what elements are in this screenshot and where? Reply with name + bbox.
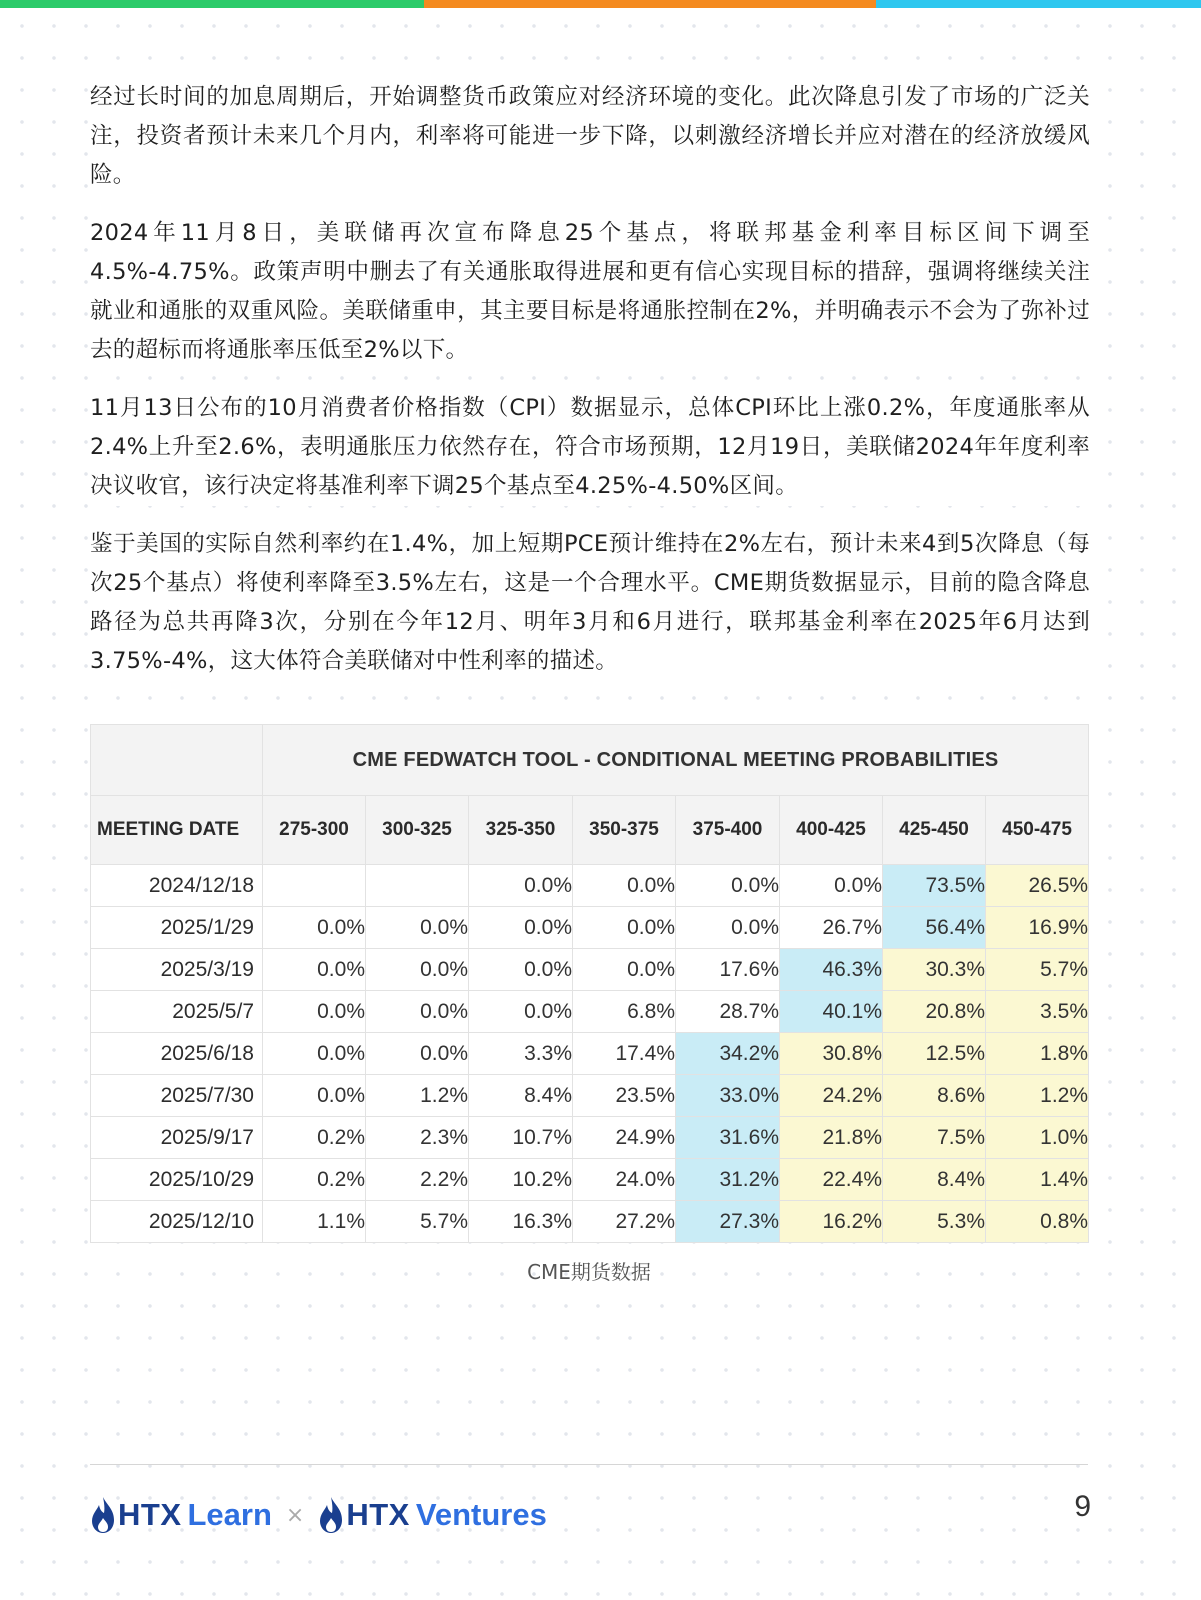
probability-cell: 0.0%: [263, 991, 366, 1033]
probability-cell: 2.2%: [366, 1159, 469, 1201]
probability-cell: 0.2%: [263, 1159, 366, 1201]
top-color-bar: [0, 0, 1201, 8]
probability-cell: 21.8%: [780, 1117, 883, 1159]
rate-range-header: 425-450: [883, 796, 986, 865]
probability-cell: 27.2%: [573, 1201, 676, 1243]
probability-cell: 34.2%: [676, 1033, 780, 1075]
table-row: [91, 991, 1089, 1033]
probability-cell: 24.2%: [780, 1075, 883, 1117]
probability-cell: 0.0%: [366, 1033, 469, 1075]
logo2-brand: HTX: [346, 1497, 410, 1532]
probability-cell: 16.9%: [986, 907, 1089, 949]
top-bar-orange: [424, 0, 876, 8]
probability-cell: 17.6%: [676, 949, 780, 991]
probability-cell: 0.2%: [263, 1117, 366, 1159]
probability-cell: [366, 865, 469, 907]
probability-cell: 5.3%: [883, 1201, 986, 1243]
probability-cell: 0.0%: [366, 991, 469, 1033]
table-row: [91, 907, 1089, 949]
probability-cell: 27.3%: [676, 1201, 780, 1243]
meeting-date-cell: 2024/12/18: [91, 865, 263, 907]
probability-cell: 1.4%: [986, 1159, 1089, 1201]
probability-cell: 17.4%: [573, 1033, 676, 1075]
probability-cell: 0.0%: [573, 865, 676, 907]
fedwatch-table-image: [90, 724, 1088, 1240]
probability-cell: 5.7%: [366, 1201, 469, 1243]
logo1-sub: Learn: [187, 1497, 272, 1532]
probability-cell: 2.3%: [366, 1117, 469, 1159]
probability-cell: 73.5%: [883, 865, 986, 907]
probability-cell: 5.7%: [986, 949, 1089, 991]
table-title: CME FEDWATCH TOOL - CONDITIONAL MEETING PROBABILITIES: [263, 725, 1089, 796]
probability-cell: 0.0%: [263, 1075, 366, 1117]
probability-cell: 3.3%: [469, 1033, 573, 1075]
top-bar-cyan: [876, 0, 1201, 8]
probability-cell: 7.5%: [883, 1117, 986, 1159]
probability-cell: 10.7%: [469, 1117, 573, 1159]
probability-cell: 12.5%: [883, 1033, 986, 1075]
probability-cell: 33.0%: [676, 1075, 780, 1117]
rate-range-header: 400-425: [780, 796, 883, 865]
probability-cell: 0.0%: [366, 907, 469, 949]
probability-cell: 0.0%: [263, 907, 366, 949]
probability-cell: 24.9%: [573, 1117, 676, 1159]
footer-logos: [90, 1490, 547, 1540]
top-bar-green: [0, 0, 424, 8]
rate-range-header: 450-475: [986, 796, 1089, 865]
probability-cell: 16.3%: [469, 1201, 573, 1243]
probability-cell: 0.0%: [469, 865, 573, 907]
probability-cell: 0.0%: [780, 865, 883, 907]
probability-cell: 0.0%: [366, 949, 469, 991]
probability-cell: 0.8%: [986, 1201, 1089, 1243]
probability-cell: 56.4%: [883, 907, 986, 949]
logo-separator: ×: [285, 1502, 305, 1528]
meeting-date-cell: 2025/6/18: [91, 1033, 263, 1075]
table-row: [91, 1117, 1089, 1159]
paragraph-1: 经过长时间的加息周期后，开始调整货币政策应对经济环境的变化。此次降息引发了市场的广泛关注，投资者预计未来几个月内，利率将可能进一步下降，以刺激经济增长并应对潜在的经济放缓风险。: [90, 78, 1090, 195]
probability-cell: 0.0%: [676, 907, 780, 949]
table-row: [91, 1159, 1089, 1201]
rate-range-header: 325-350: [469, 796, 573, 865]
page-number: 9: [1074, 1490, 1091, 1523]
probability-cell: 0.0%: [469, 907, 573, 949]
fedwatch-table: [90, 724, 1089, 1243]
rate-range-header: 375-400: [676, 796, 780, 865]
meeting-date-cell: 2025/9/17: [91, 1117, 263, 1159]
probability-cell: 1.1%: [263, 1201, 366, 1243]
paragraph-2: 2024年11月8日，美联储再次宣布降息25个基点，将联邦基金利率目标区间下调至4.5%-4.75%。政策声明中删去了有关通胀取得进展和更有信心实现目标的措辞，强调将继续关注就业和通胀的双重风险。美联储重申，其主要目标是将通胀控制在2%，并明确表示不会为了弥补过去的超标而将通胀率压低至2%以下。: [90, 214, 1090, 370]
footer-divider: [90, 1464, 1088, 1465]
probability-cell: 46.3%: [780, 949, 883, 991]
meeting-date-cell: 2025/7/30: [91, 1075, 263, 1117]
table-row: [91, 1201, 1089, 1243]
probability-cell: 0.0%: [263, 949, 366, 991]
meeting-date-cell: 2025/1/29: [91, 907, 263, 949]
probability-cell: 1.2%: [366, 1075, 469, 1117]
probability-cell: 30.8%: [780, 1033, 883, 1075]
probability-cell: 26.5%: [986, 865, 1089, 907]
logo1-brand: HTX: [118, 1497, 182, 1532]
probability-cell: 6.8%: [573, 991, 676, 1033]
article-body: [90, 78, 1090, 700]
probability-cell: 0.0%: [469, 949, 573, 991]
probability-cell: 24.0%: [573, 1159, 676, 1201]
probability-cell: 16.2%: [780, 1201, 883, 1243]
probability-cell: 8.4%: [883, 1159, 986, 1201]
probability-cell: 31.6%: [676, 1117, 780, 1159]
rate-range-header: 350-375: [573, 796, 676, 865]
htx-flame-icon: [90, 1496, 116, 1534]
probability-cell: 20.8%: [883, 991, 986, 1033]
table-row: [91, 865, 1089, 907]
probability-cell: 40.1%: [780, 991, 883, 1033]
probability-cell: 8.6%: [883, 1075, 986, 1117]
table-row: [91, 1075, 1089, 1117]
probability-cell: 30.3%: [883, 949, 986, 991]
probability-cell: 1.0%: [986, 1117, 1089, 1159]
probability-cell: 0.0%: [573, 949, 676, 991]
meeting-date-cell: 2025/3/19: [91, 949, 263, 991]
htx-learn-logo: [90, 1496, 272, 1534]
htx-flame-icon: [318, 1496, 344, 1534]
probability-cell: 8.4%: [469, 1075, 573, 1117]
meeting-date-cell: 2025/12/10: [91, 1201, 263, 1243]
probability-cell: 28.7%: [676, 991, 780, 1033]
meeting-date-cell: 2025/5/7: [91, 991, 263, 1033]
probability-cell: 22.4%: [780, 1159, 883, 1201]
probability-cell: 10.2%: [469, 1159, 573, 1201]
probability-cell: 0.0%: [676, 865, 780, 907]
probability-cell: 31.2%: [676, 1159, 780, 1201]
probability-cell: 1.2%: [986, 1075, 1089, 1117]
probability-cell: 1.8%: [986, 1033, 1089, 1075]
rate-range-header: 275-300: [263, 796, 366, 865]
paragraph-4: 鉴于美国的实际自然利率约在1.4%，加上短期PCE预计维持在2%左右，预计未来4到5次降息（每次25个基点）将使利率降至3.5%左右，这是一个合理水平。CME期货数据显示，目前的隐含降息路径为总共再降3次，分别在今年12月、明年3月和6月进行，联邦基金利率在2025年6月达到3.75%-4%，这大体符合美联储对中性利率的描述。: [90, 525, 1090, 681]
probability-cell: 0.0%: [469, 991, 573, 1033]
probability-cell: 0.0%: [573, 907, 676, 949]
probability-cell: [263, 865, 366, 907]
table-row: [91, 949, 1089, 991]
table-caption: CME期货数据: [527, 1260, 651, 1284]
table-row: [91, 1033, 1089, 1075]
meeting-date-header: MEETING DATE: [91, 796, 263, 865]
htx-ventures-logo: [318, 1496, 546, 1534]
probability-cell: 26.7%: [780, 907, 883, 949]
probability-cell: 23.5%: [573, 1075, 676, 1117]
meeting-date-cell: 2025/10/29: [91, 1159, 263, 1201]
logo2-sub: Ventures: [415, 1497, 547, 1532]
probability-cell: 0.0%: [263, 1033, 366, 1075]
probability-cell: 3.5%: [986, 991, 1089, 1033]
rate-range-header: 300-325: [366, 796, 469, 865]
table-corner: [91, 725, 263, 796]
paragraph-3: 11月13日公布的10月消费者价格指数（CPI）数据显示，总体CPI环比上涨0.2%，年度通胀率从2.4%上升至2.6%，表明通胀压力依然存在，符合市场预期，12月19日，美联储2024年年度利率决议收官，该行决定将基准利率下调25个基点至4.25%-4.50%区间。: [90, 389, 1090, 506]
